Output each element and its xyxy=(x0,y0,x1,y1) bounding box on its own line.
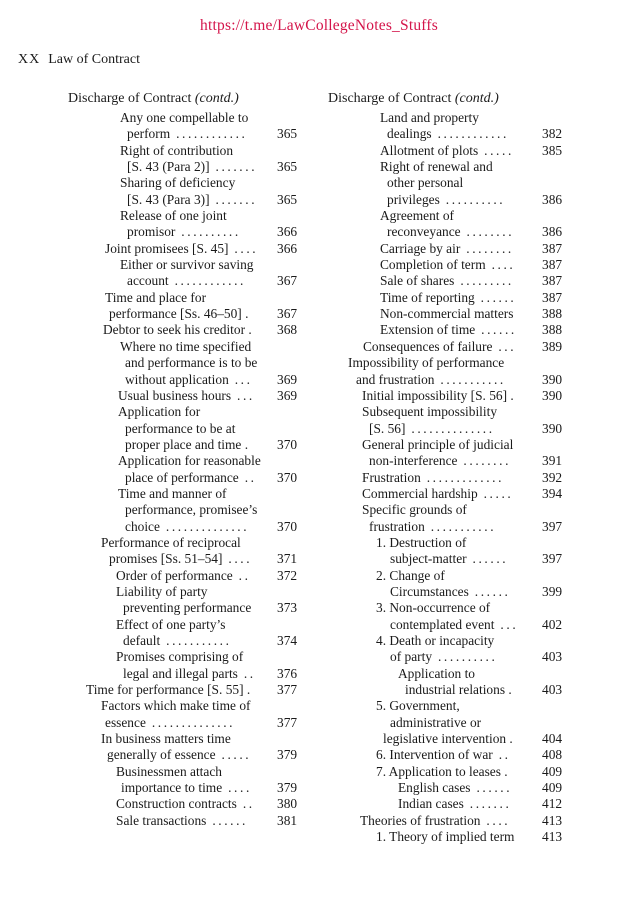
entry-text: preventing performance xyxy=(123,600,252,616)
entry-page-number: 370 xyxy=(277,469,298,485)
running-head xyxy=(18,52,140,68)
entry-text: Factors which make time of xyxy=(101,698,251,714)
entry-text: Completion of term .... xyxy=(380,257,516,273)
entry-text: [S. 43 (Para 3)] ....... xyxy=(127,191,258,207)
entry-page-number: 390 xyxy=(542,371,563,387)
entry-page-number: 409 xyxy=(542,763,563,779)
toc-entry xyxy=(320,421,638,437)
entry-text: perform ............ xyxy=(127,126,248,142)
entry-text: Frustration ............. xyxy=(362,469,505,485)
entry-text: Any one compellable to xyxy=(120,110,249,125)
entry-page-number: 379 xyxy=(277,780,298,796)
entry-text: Time of reporting ...... xyxy=(380,289,517,305)
heading-text: Discharge of Contract xyxy=(328,91,452,106)
entry-text: 1. Theory of implied term xyxy=(376,829,515,845)
entry-page-number: 369 xyxy=(277,387,298,403)
toc-entry xyxy=(320,208,638,224)
left-column-heading xyxy=(68,91,239,107)
entry-text: Subsequent impossibility xyxy=(362,404,498,420)
toc-entry xyxy=(0,731,320,747)
entry-text: [S. 43 (Para 2)] ....... xyxy=(127,159,258,175)
entry-text: Time and place for xyxy=(105,289,207,305)
left-entry-list xyxy=(0,110,320,829)
toc-entry xyxy=(320,110,638,126)
toc-entry xyxy=(320,273,638,289)
toc-entry xyxy=(320,290,638,306)
toc-entry xyxy=(0,437,320,453)
entry-text: performance [Ss. 46–50] . xyxy=(109,306,249,322)
entry-text: subject-matter ...... xyxy=(390,551,509,567)
entry-page-number: 388 xyxy=(542,306,563,322)
entry-page-number: 367 xyxy=(277,273,298,289)
entry-text: Right of contribution xyxy=(120,142,234,158)
entry-text: [S. 56] .............. xyxy=(369,420,495,436)
toc-entry xyxy=(320,339,638,355)
entry-text: Commercial hardship ..... xyxy=(362,485,514,501)
toc-entry xyxy=(320,502,638,518)
entry-page-number: 380 xyxy=(277,796,298,812)
entry-text: Carriage by air ........ xyxy=(380,240,514,256)
entry-text: Usual business hours ... xyxy=(118,387,255,403)
toc-entry xyxy=(0,633,320,649)
toc-entry xyxy=(320,306,638,322)
entry-text: Application for xyxy=(118,404,201,420)
toc-entry xyxy=(0,584,320,600)
toc-entry xyxy=(0,159,320,175)
toc-entry xyxy=(320,715,638,731)
toc-entry xyxy=(320,829,638,845)
entry-page-number: 386 xyxy=(542,191,563,207)
entry-text: Debtor to seek his creditor . xyxy=(103,322,252,338)
entry-text: legal and illegal parts .. xyxy=(123,665,256,681)
entry-text: Liability of party xyxy=(116,583,208,599)
toc-entry xyxy=(320,159,638,175)
entry-text: Sale of shares ......... xyxy=(380,273,514,289)
toc-entry xyxy=(0,747,320,763)
book-title: Law of Contract xyxy=(48,52,140,67)
entry-page-number: 413 xyxy=(542,812,563,828)
entry-text: 1. Destruction of xyxy=(376,534,467,550)
entry-page-number: 373 xyxy=(277,600,298,616)
entry-page-number: 381 xyxy=(277,812,298,828)
toc-entry xyxy=(320,764,638,780)
toc-entry xyxy=(320,600,638,616)
entry-page-number: 366 xyxy=(277,224,298,240)
entry-page-number: 387 xyxy=(542,289,563,305)
entry-text: Performance of reciprocal xyxy=(101,534,241,550)
toc-entry xyxy=(320,780,638,796)
entry-text: essence .............. xyxy=(105,714,236,730)
toc-entry xyxy=(320,666,638,682)
entry-text: Release of one joint xyxy=(120,208,227,224)
right-column-heading xyxy=(328,91,499,107)
entry-page-number: 365 xyxy=(277,159,298,175)
toc-entry xyxy=(320,257,638,273)
entry-text: legislative intervention . xyxy=(383,731,513,747)
toc-entry xyxy=(320,568,638,584)
entry-text: account ............ xyxy=(127,273,246,289)
toc-entry xyxy=(0,715,320,731)
toc-entry xyxy=(0,568,320,584)
entry-text: 2. Change of xyxy=(376,567,445,583)
entry-text: 4. Death or incapacity xyxy=(376,633,495,648)
toc-entry xyxy=(0,600,320,616)
entry-page-number: 397 xyxy=(542,551,563,567)
entry-text: Effect of one party’s xyxy=(116,616,226,632)
toc-entry xyxy=(320,731,638,747)
entry-text: Non-commercial matters xyxy=(380,306,514,322)
entry-text: performance, promisee’s xyxy=(125,502,258,518)
toc-entry xyxy=(320,633,638,649)
toc-entry xyxy=(0,453,320,469)
entry-page-number: 369 xyxy=(277,371,298,387)
entry-text: Consequences of failure ... xyxy=(363,338,517,354)
entry-text: reconveyance ........ xyxy=(387,224,515,240)
toc-entry xyxy=(0,339,320,355)
entry-page-number: 386 xyxy=(542,224,563,240)
entry-text: promisor .......... xyxy=(127,224,241,240)
heading-note: (contd.) xyxy=(454,91,499,106)
toc-entry xyxy=(0,780,320,796)
entry-text: Sale transactions ...... xyxy=(116,812,249,828)
toc-entry xyxy=(320,486,638,502)
toc-entry xyxy=(0,306,320,322)
entry-page-number: 403 xyxy=(542,682,563,698)
entry-text: administrative or xyxy=(390,714,482,730)
entry-page-number: 402 xyxy=(542,616,563,632)
toc-entry xyxy=(0,421,320,437)
toc-entry xyxy=(320,470,638,486)
toc-entry xyxy=(0,290,320,306)
entry-page-number: 365 xyxy=(277,126,298,142)
entry-text: Extension of time ...... xyxy=(380,322,517,338)
toc-entry xyxy=(320,126,638,142)
entry-page-number: 392 xyxy=(542,469,563,485)
entry-text: Promises comprising of xyxy=(116,649,244,665)
entry-text: contemplated event ... xyxy=(390,616,519,632)
toc-entry xyxy=(320,404,638,420)
entry-text: Initial impossibility [S. 56] . xyxy=(362,387,514,403)
toc-entry xyxy=(320,388,638,404)
toc-entry xyxy=(0,649,320,665)
toc-entry xyxy=(0,666,320,682)
entry-text: Order of performance .. xyxy=(116,567,251,583)
toc-entry xyxy=(0,404,320,420)
entry-page-number: 370 xyxy=(277,436,298,452)
entry-text: place of performance .. xyxy=(125,469,257,485)
entry-text: Right of renewal and xyxy=(380,159,493,175)
toc-entry xyxy=(0,535,320,551)
entry-text: privileges .......... xyxy=(387,191,506,207)
heading-note: (contd.) xyxy=(194,91,239,106)
entry-text: Construction contracts .. xyxy=(116,796,255,812)
entry-text: Theories of frustration .... xyxy=(360,812,511,828)
toc-entry xyxy=(0,224,320,240)
entry-text: Allotment of plots ..... xyxy=(380,142,514,158)
toc-entry xyxy=(320,372,638,388)
telegram-url[interactable]: https://t.me/LawCollegeNotes_Stuffs xyxy=(200,17,438,34)
toc-entry xyxy=(0,192,320,208)
entry-text: 5. Government, xyxy=(376,698,460,714)
entry-page-number: 413 xyxy=(542,829,563,845)
entry-page-number: 404 xyxy=(542,731,563,747)
entry-text: of party .......... xyxy=(390,649,498,665)
toc-entry xyxy=(0,698,320,714)
entry-text: proper place and time . xyxy=(125,436,249,452)
entry-page-number: 403 xyxy=(542,649,563,665)
entry-page-number: 390 xyxy=(542,420,563,436)
entry-text: English cases ...... xyxy=(398,780,513,796)
toc-entry xyxy=(320,617,638,633)
entry-text: General principle of judicial xyxy=(362,436,514,452)
toc-entry xyxy=(320,584,638,600)
toc-entry xyxy=(320,551,638,567)
heading-text: Discharge of Contract xyxy=(68,91,192,106)
toc-entry xyxy=(0,126,320,142)
entry-text: without application ... xyxy=(125,371,253,387)
entry-text: generally of essence ..... xyxy=(107,747,252,763)
entry-page-number: 370 xyxy=(277,518,298,534)
entry-text: Where no time specified xyxy=(120,338,252,354)
entry-text: choice .............. xyxy=(125,518,250,534)
entry-text: non-interference ........ xyxy=(369,453,512,469)
toc-entry xyxy=(320,355,638,371)
entry-page-number: 387 xyxy=(542,257,563,273)
entry-text: performance to be at xyxy=(125,420,236,436)
entry-text: and frustration ........... xyxy=(356,371,506,387)
toc-entry xyxy=(0,322,320,338)
toc-entry xyxy=(0,241,320,257)
toc-entry xyxy=(320,747,638,763)
entry-page-number: 385 xyxy=(542,142,563,158)
entry-text: Application for reasonable xyxy=(118,453,261,469)
entry-text: In business matters time xyxy=(101,731,231,747)
right-entry-list xyxy=(320,110,638,845)
entry-page-number: 397 xyxy=(542,518,563,534)
entry-page-number: 377 xyxy=(277,714,298,730)
toc-entry xyxy=(0,519,320,535)
entry-page-number: 390 xyxy=(542,387,563,403)
entry-page-number: 382 xyxy=(542,126,563,142)
entry-text: other personal xyxy=(387,175,464,191)
entry-page-number: 365 xyxy=(277,191,298,207)
toc-entry xyxy=(0,486,320,502)
toc-entry xyxy=(0,372,320,388)
toc-entry xyxy=(320,322,638,338)
toc-entry xyxy=(0,388,320,404)
toc-entry xyxy=(0,764,320,780)
entry-page-number: 391 xyxy=(542,453,563,469)
entry-text: promises [Ss. 51–54] .... xyxy=(109,551,253,567)
page-folio: XX xyxy=(18,52,41,67)
entry-text: Specific grounds of xyxy=(362,502,467,518)
toc-entry xyxy=(320,437,638,453)
toc-entry xyxy=(0,257,320,273)
entry-page-number: 387 xyxy=(542,273,563,289)
toc-entry xyxy=(320,649,638,665)
entry-page-number: 394 xyxy=(542,485,563,501)
toc-entry xyxy=(0,355,320,371)
toc-entry xyxy=(320,241,638,257)
toc-entry xyxy=(0,208,320,224)
entry-page-number: 389 xyxy=(542,338,563,354)
entry-text: Indian cases ....... xyxy=(398,796,512,812)
entry-text: Land and property xyxy=(380,110,479,125)
toc-entry xyxy=(320,519,638,535)
entry-text: frustration ........... xyxy=(369,518,497,534)
toc-entry xyxy=(0,551,320,567)
entry-page-number: 409 xyxy=(542,780,563,796)
toc-entry xyxy=(320,813,638,829)
entry-text: and performance is to be xyxy=(125,355,258,371)
entry-page-number: 379 xyxy=(277,747,298,763)
entry-page-number: 412 xyxy=(542,796,563,812)
entry-text: industrial relations . xyxy=(405,682,512,698)
toc-entry xyxy=(0,175,320,191)
entry-text: Circumstances ...... xyxy=(390,583,511,599)
toc-entry xyxy=(320,143,638,159)
toc-entry xyxy=(0,273,320,289)
entry-page-number: 376 xyxy=(277,665,298,681)
entry-text: Application to xyxy=(398,665,475,681)
toc-entry xyxy=(320,224,638,240)
entry-text: Time and manner of xyxy=(118,485,227,501)
entry-page-number: 388 xyxy=(542,322,563,338)
entry-text: 3. Non-occurrence of xyxy=(376,600,491,616)
entry-text: 6. Intervention of war .. xyxy=(376,747,511,763)
entry-page-number: 408 xyxy=(542,747,563,763)
toc-entry xyxy=(320,535,638,551)
entry-text: Impossibility of performance xyxy=(348,355,505,371)
entry-text: importance to time .... xyxy=(121,780,252,796)
entry-page-number: 372 xyxy=(277,567,298,583)
toc-entry xyxy=(320,682,638,698)
toc-entry xyxy=(0,470,320,486)
entry-text: Time for performance [S. 55] . xyxy=(86,682,251,698)
toc-entry xyxy=(320,453,638,469)
entry-text: Sharing of deficiency xyxy=(120,175,236,191)
toc-entry xyxy=(320,698,638,714)
entry-page-number: 374 xyxy=(277,633,298,648)
entry-page-number: 366 xyxy=(277,240,298,256)
toc-entry xyxy=(0,617,320,633)
entry-page-number: 399 xyxy=(542,583,563,599)
toc-entry xyxy=(0,682,320,698)
entry-text: default ........... xyxy=(123,633,232,648)
toc-entry xyxy=(0,796,320,812)
toc-entry xyxy=(320,175,638,191)
entry-page-number: 371 xyxy=(277,551,298,567)
entry-page-number: 387 xyxy=(542,240,563,256)
entry-text: Joint promisees [S. 45] .... xyxy=(105,240,259,256)
entry-page-number: 377 xyxy=(277,682,298,698)
entry-text: dealings ............ xyxy=(387,126,509,142)
entry-text: Agreement of xyxy=(380,208,454,224)
toc-entry xyxy=(0,502,320,518)
entry-text: Either or survivor saving xyxy=(120,257,254,273)
toc-entry xyxy=(0,143,320,159)
entry-text: Businessmen attach xyxy=(116,763,222,779)
entry-page-number: 368 xyxy=(277,322,298,338)
entry-text: 7. Application to leases . xyxy=(376,763,508,779)
toc-entry xyxy=(320,796,638,812)
toc-entry xyxy=(0,110,320,126)
toc-entry xyxy=(320,192,638,208)
entry-page-number: 367 xyxy=(277,306,298,322)
toc-entry xyxy=(0,813,320,829)
